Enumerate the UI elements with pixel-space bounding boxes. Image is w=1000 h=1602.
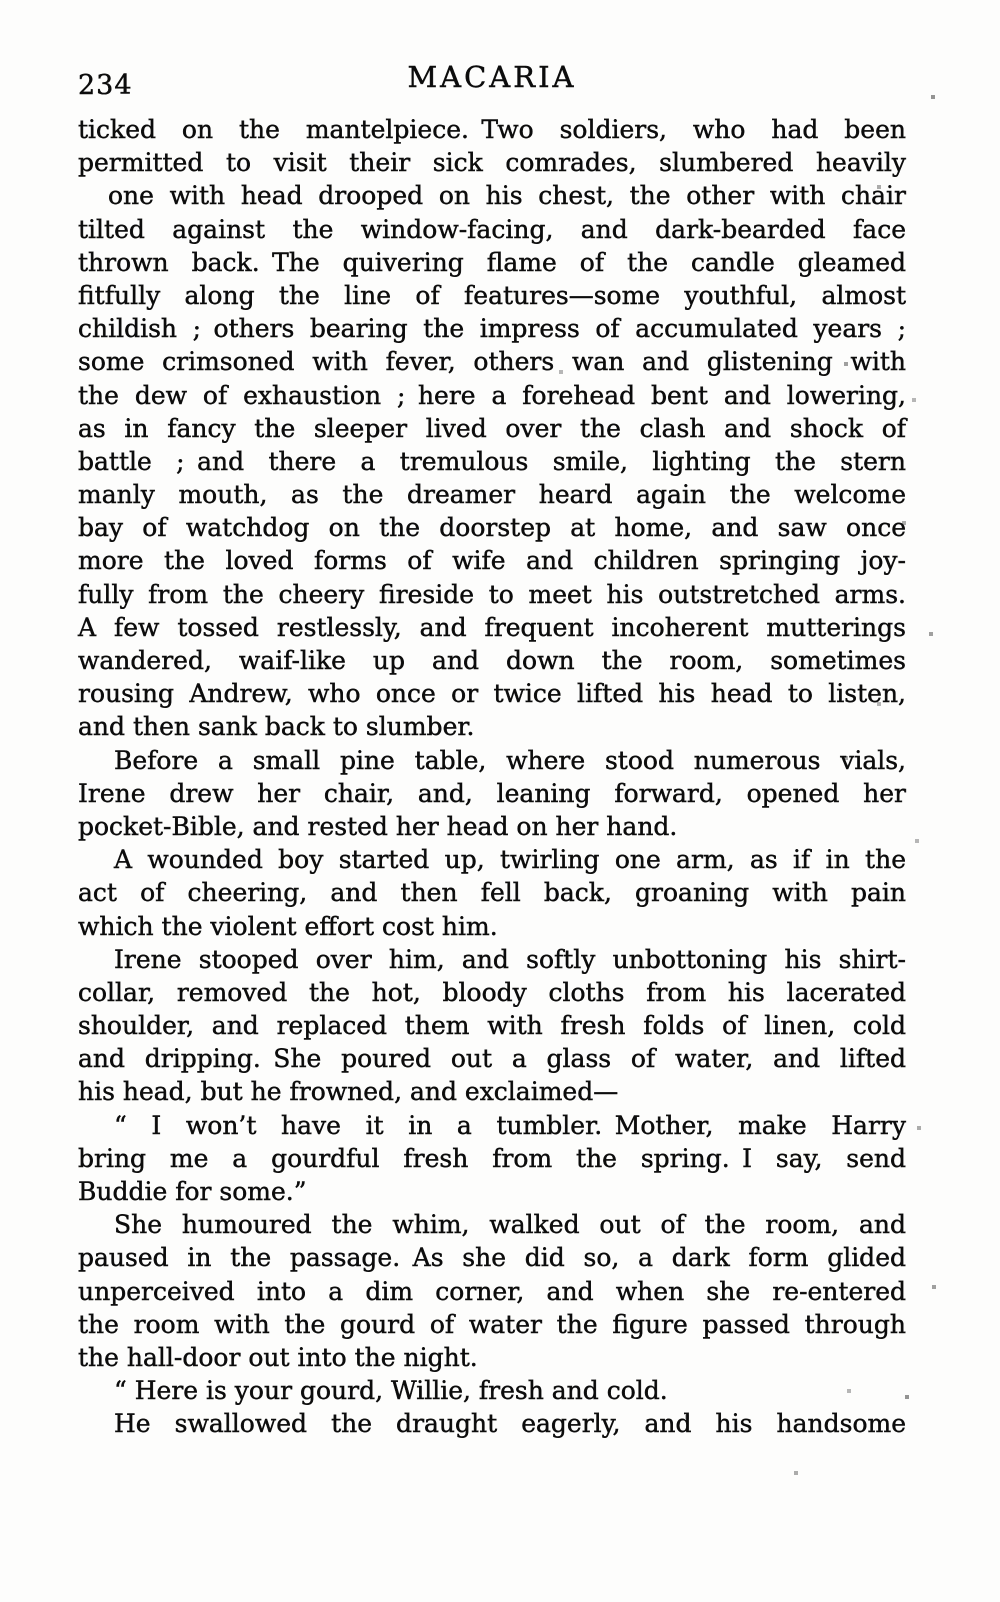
text-line: A few tossed restlessly, and frequent incoherent mutterings [78, 612, 906, 642]
text-line: bay of watchdog on the doorstep at home, and saw once [78, 513, 906, 543]
text-line: “ Here is your gourd, Willie, fresh and cold. [114, 1376, 668, 1406]
text-line: He swallowed the draught eagerly, and his handsome [114, 1409, 906, 1439]
text-line: “ I won’t have it in a tumbler. Mother, make Harry [114, 1110, 906, 1140]
text-line: collar, removed the hot, bloody cloths from his lacerated [78, 977, 906, 1007]
scan-noise-speckles [0, 0, 2, 2]
text-line: wandered, waif-like up and down the room, sometimes [78, 646, 906, 675]
text-line: one with head drooped on his chest, the other with chair [108, 181, 906, 211]
paragraph [78, 1374, 906, 1407]
paragraph [78, 843, 906, 943]
text-line: bring me a gourdful fresh from the spring. I say, send [78, 1143, 906, 1173]
text-line: which the violent effort cost him. [78, 911, 498, 941]
text-line: and dripping. She poured out a glass of water, and lifted [78, 1044, 906, 1074]
text-line: some crimsoned with fever, others wan and glistening with [78, 347, 906, 377]
text-line: his head, but he frowned, and exclaimed— [78, 1077, 619, 1107]
paragraph [78, 179, 906, 743]
text-line: shoulder, and replaced them with fresh folds of linen, cold [78, 1011, 906, 1041]
text-line: childish ; others bearing the impress of accumulated years ; [78, 314, 906, 344]
paragraph [78, 1407, 906, 1440]
text-line: ticked on the mantelpiece. Two soldiers, who had been [78, 115, 906, 144]
text-line: A wounded boy started up, twirling one arm, as if in the [114, 845, 906, 875]
text-line: and then sank back to slumber. [78, 712, 475, 742]
text-line: Before a small pine table, where stood numerous vials, [114, 745, 906, 775]
text-line: rousing Andrew, who once or twice lifted his head to listen, [78, 679, 906, 709]
text-line: paused in the passage. As she did so, a dark form glided [78, 1243, 906, 1273]
page-number: 234 [78, 70, 133, 101]
text-line: the room with the gourd of water the figure passed through [78, 1309, 906, 1339]
text-line: act of cheering, and then fell back, groaning with pain [78, 878, 906, 908]
text-line: manly mouth, as the dreamer heard again the welcome [78, 480, 906, 510]
text-line: as in fancy the sleeper lived over the clash and shock of [78, 413, 906, 443]
running-title: MACARIA [407, 60, 577, 94]
page-header [78, 58, 906, 104]
paragraph [78, 1208, 906, 1374]
paragraph [78, 1109, 906, 1209]
text-line: thrown back. The quivering flame of the candle gleamed [78, 247, 906, 277]
text-line: unperceived into a dim corner, and when she re-entered [78, 1276, 906, 1306]
page-text [78, 113, 906, 1441]
text-line: pocket-Bible, and rested her head on her hand. [78, 811, 678, 841]
text-line: battle ; and there a tremulous smile, lighting the stern [78, 446, 906, 476]
text-line: Irene drew her chair, and, leaning forward, opened her [78, 778, 906, 808]
paragraph [78, 943, 906, 1109]
text-line: Irene stooped over him, and softly unbottoning his shirt- [114, 944, 906, 974]
text-line: fitfully along the line of features—some youthful, almost [78, 280, 906, 310]
paragraph [78, 744, 906, 844]
text-line: She humoured the whim, walked out of the room, and [114, 1210, 906, 1240]
text-line: Buddie for some.” [78, 1177, 307, 1206]
text-line: fully from the cheery fireside to meet his outstretched arms. [78, 579, 906, 609]
text-line: the dew of exhaustion ; here a forehead bent and lowering, [78, 380, 906, 410]
text-line: permitted to visit their sick comrades, slumbered heavily [78, 148, 906, 178]
text-line: the hall-door out into the night. [78, 1342, 478, 1372]
text-line: tilted against the window-facing, and dark-bearded face [78, 214, 906, 244]
text-line: more the loved forms of wife and children springing joy- [78, 546, 906, 576]
paragraph [78, 113, 906, 179]
